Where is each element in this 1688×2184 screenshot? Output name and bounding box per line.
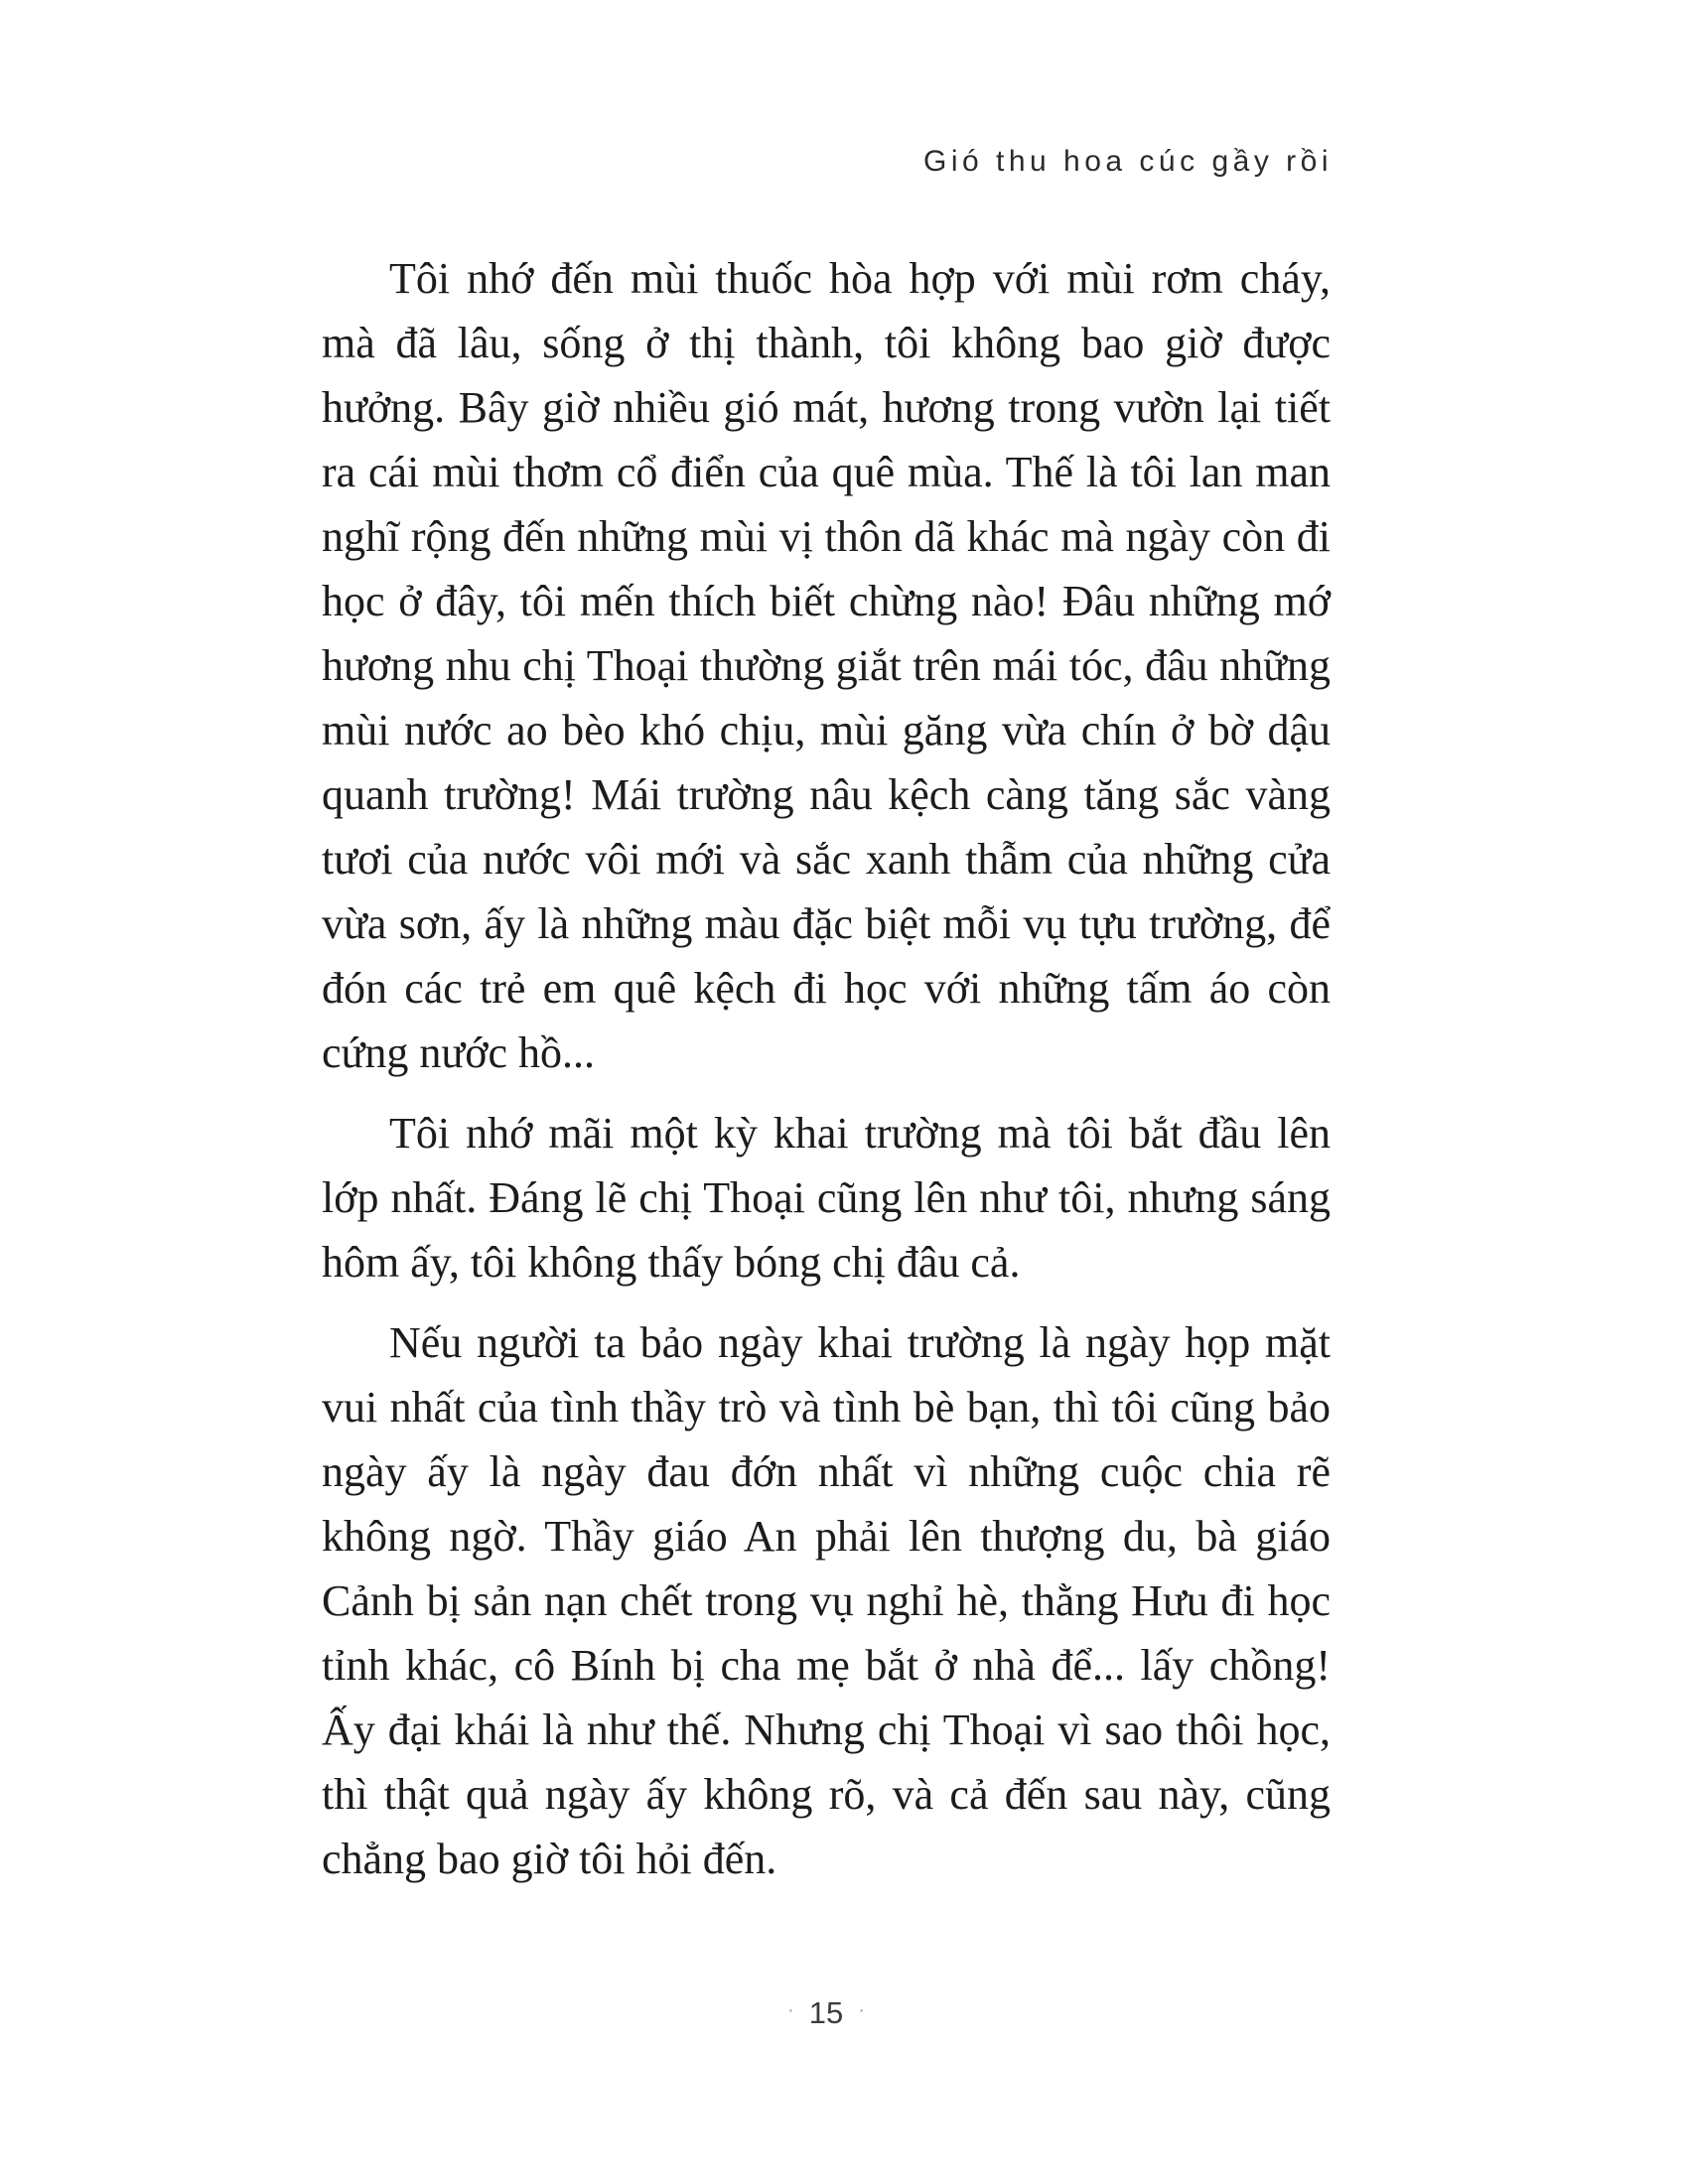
page-footer [322, 1995, 1331, 2031]
body-paragraph: Tôi nhớ mãi một kỳ khai trường mà tôi bắt đầu lên lớp nhất. Đáng lẽ chị Thoại cũng lên như tôi, nhưng sáng hôm ấy, tôi không thấy bóng chị đâu cả. [322, 1109, 1331, 1287]
page-number: 15 [808, 1995, 844, 2030]
page-body [322, 246, 1331, 1907]
footer-dot-right: · [858, 1999, 865, 2021]
body-paragraph: Tôi nhớ đến mùi thuốc hòa hợp với mùi rơm cháy, mà đã lâu, sống ở thị thành, tôi không bao giờ được hưởng. Bây giờ nhiều gió mát, hương trong vườn lại tiết ra cái mùi thơm cổ điển của quê mùa. Thế là tôi lan man nghĩ rộng đến những mùi vị thôn dã khác mà ngày còn đi học ở đây, tôi mến thích biết chừng nào! Đâu những mớ hương nhu chị Thoại thường giắt trên mái tóc, đâu những mùi nước ao bèo khó chịu, mùi găng vừa chín ở bờ dậu quanh trường! Mái trường nâu kệch càng tăng sắc vàng tươi của nước vôi mới và sắc xanh thẫm của những cửa vừa sơn, ấy là những màu đặc biệt mỗi vụ tựu trường, để đón các trẻ em quê kệch đi học với những tấm áo còn cứng nước hồ... [322, 254, 1331, 1077]
footer-dot-left: · [787, 1999, 794, 2021]
body-paragraph: Nếu người ta bảo ngày khai trường là ngày họp mặt vui nhất của tình thầy trò và tình bè bạn, thì tôi cũng bảo ngày ấy là ngày đau đớn nhất vì những cuộc chia rẽ không ngờ. Thầy giáo An phải lên thượng du, bà giáo Cảnh bị sản nạn chết trong vụ nghỉ hè, thằng Hưu đi học tỉnh khác, cô Bính bị cha mẹ bắt ở nhà để... lấy chồng! Ấy đại khái là như thế. Nhưng chị Thoại vì sao thôi học, thì thật quả ngày ấy không rõ, và cả đến sau này, cũng chẳng bao giờ tôi hỏi đến. [322, 1318, 1331, 1883]
running-header-title: Gió thu hoa cúc gầy rồi [922, 145, 1333, 178]
